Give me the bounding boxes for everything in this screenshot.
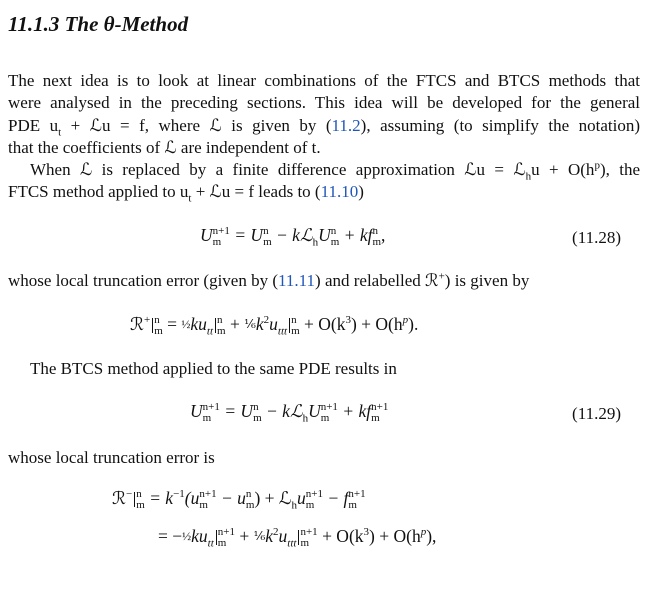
paragraph-ftcs xyxy=(8,159,640,204)
equation-ref-link[interactable]: 11.11 xyxy=(278,271,316,290)
equation-r-minus-line1: ℛ− n m = $k^{-1}(u$ n+1 m − u n m ) + ℒ$_h$u n+1 m − f n+1 m xyxy=(112,487,366,512)
text-line: When ℒ is replaced by a finite difference approximation ℒu = ℒ$_h$u + $O(h^p)$, the xyxy=(30,159,640,183)
text-line: The next idea is to look at linear combinations of the FTCS and BTCS methods that xyxy=(8,71,640,90)
paragraph-btcs xyxy=(8,358,640,380)
equation-number: (11.28) xyxy=(572,228,621,247)
equation-r-minus-line2: = $-\frac{1}{2}ku_{tt}$ n+1 m + $\frac{1}{6}k^2u_{ttt}$ n+1 m + $O(k^3) + O(h^p)$, xyxy=(158,525,437,550)
paragraph-truncation-ftcs xyxy=(8,270,640,292)
section-title: The θ-Method xyxy=(64,12,189,36)
text-line: The BTCS method applied to the same PDE results in xyxy=(30,359,397,378)
equation-number: (11.29) xyxy=(572,404,621,423)
paragraph-truncation-btcs xyxy=(8,447,640,469)
equation-ref-link[interactable]: 11.10 xyxy=(320,182,359,202)
equation-11-28: U n+1 m = U n m − kℒ$_h$U n m + kf n m , xyxy=(200,224,386,249)
text-line: were analysed in the preceding sections. This idea will be developed for the general xyxy=(8,93,640,113)
equation-r-plus: ℛ+ n m = $\frac{1}{2}ku_{tt}$ n m + $\frac{1}{6}k^2u_{ttt}$ n m + $O(k^3) + O(h^p)$. xyxy=(130,313,419,338)
section-number: 11.1.3 xyxy=(8,12,60,36)
paragraph-intro xyxy=(8,70,640,159)
text-line: whose local truncation error (given by (11.11) and relabelled ℛ+) is given by xyxy=(8,270,530,290)
equation-ref-link[interactable]: 11.2 xyxy=(331,115,361,135)
text-line: PDE $u_t$ + ℒu = f, where ℒ is given by (11.2), assuming (to simplify the notation) xyxy=(8,115,640,138)
section-heading xyxy=(8,12,188,37)
text-line: that the coefficients of ℒ are independent of t. xyxy=(8,137,321,157)
equation-11-29: U n+1 m = U n m − kℒ$_h$U n+1 m + kf n+1 m xyxy=(190,400,389,425)
text-line: whose local truncation error is xyxy=(8,448,215,467)
text-line: FTCS method applied to $u_t$ + ℒu = f leads to (11.10) xyxy=(8,182,364,205)
